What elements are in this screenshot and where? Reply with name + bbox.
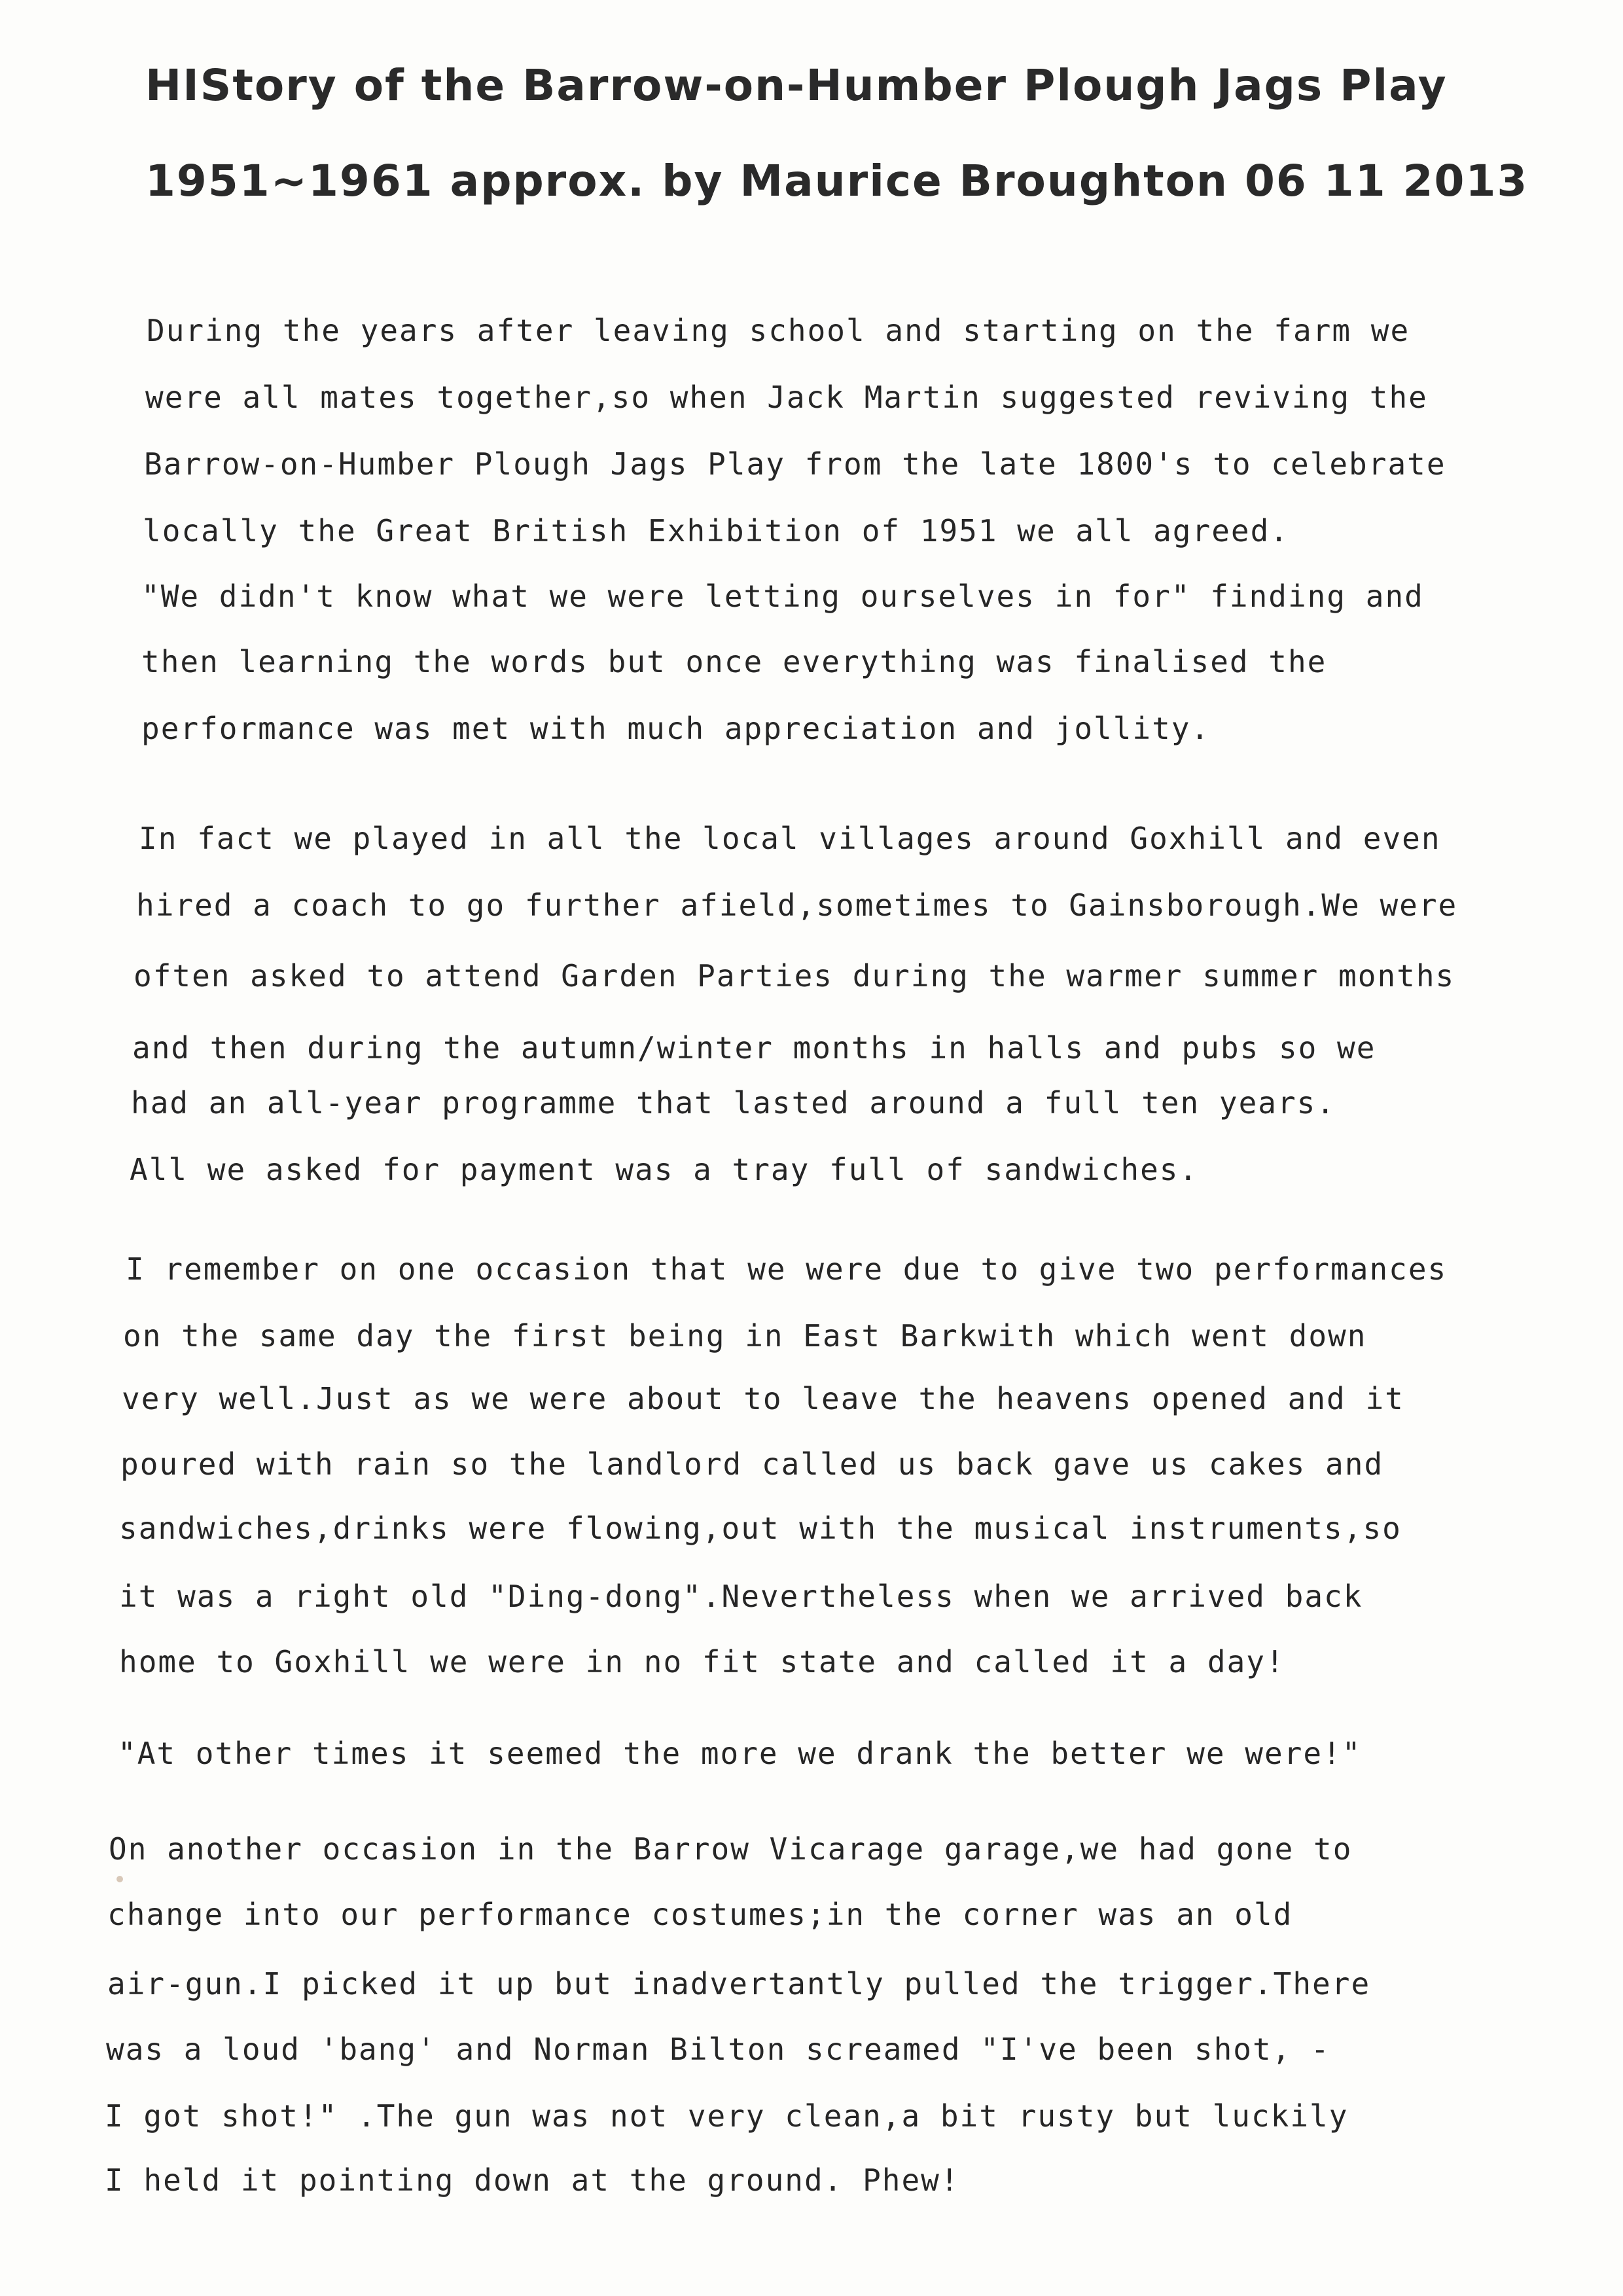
paragraph-2-line: often asked to attend Garden Parties during the warmer summer months — [134, 958, 1455, 994]
paragraph-3-line: very well.Just as we were about to leave the heavens opened and it — [122, 1381, 1404, 1416]
paragraph-1-line: locally the Great British Exhibition of 1951 we all agreed. — [143, 513, 1289, 548]
paragraph-3-line: sandwiches,drinks were flowing,out with the musical instruments,so — [119, 1511, 1402, 1546]
paragraph-1-line: performance was met with much appreciation and jollity. — [141, 711, 1211, 746]
paragraph-1-line: then learning the words but once everything was finalised the — [141, 644, 1327, 679]
document-title-line-1: HIStory of the Barrow-on-Humber Plough Jags Play — [145, 60, 1448, 111]
paragraph-5-line: On another occasion in the Barrow Vicarage garage,we had gone to — [109, 1831, 1353, 1867]
paragraph-5-line: air-gun.I picked it up but inadvertantly pulled the trigger.There — [107, 1966, 1371, 2001]
paragraph-5-line: was a loud 'bang' and Norman Bilton screamed "I've been shot, - — [106, 2032, 1330, 2067]
paragraph-2-line: hired a coach to go further afield,sometimes to Gainsborough.We were — [136, 888, 1458, 923]
paragraph-4-line: "At other times it seemed the more we drank the better we were!" — [118, 1736, 1362, 1771]
paragraph-1-line: Barrow-on-Humber Plough Jags Play from the late 1800's to celebrate — [144, 446, 1446, 482]
paper-speck — [116, 1876, 123, 1882]
paragraph-3-line: on the same day the first being in East Barkwith which went down — [123, 1318, 1367, 1354]
paragraph-3-line: it was a right old "Ding-dong".Nevertheless when we arrived back — [119, 1579, 1363, 1614]
paragraph-5-line: change into our performance costumes;in the corner was an old — [107, 1897, 1293, 1932]
paragraph-2-line: In fact we played in all the local villages around Goxhill and even — [139, 821, 1441, 856]
paragraph-1-line: were all mates together,so when Jack Martin suggested reviving the — [145, 380, 1428, 415]
paragraph-5-line: I got shot!" .The gun was not very clean,a bit rusty but luckily — [105, 2098, 1349, 2134]
paragraph-3-line: home to Goxhill we were in no fit state and called it a day! — [119, 1644, 1285, 1679]
paragraph-3-line: poured with rain so the landlord called us back gave us cakes and — [120, 1446, 1384, 1482]
paragraph-3-line: I remember on one occasion that we were due to give two performances — [126, 1251, 1448, 1287]
paragraph-1-line: "We didn't know what we were letting ourselves in for" finding and — [141, 579, 1424, 614]
paragraph-2-line: All we asked for payment was a tray full of sandwiches. — [130, 1152, 1199, 1187]
paragraph-2-line: had an all-year programme that lasted around a full ten years. — [131, 1085, 1336, 1121]
paragraph-2-line: and then during the autumn/winter months in halls and pubs so we — [132, 1030, 1376, 1066]
document-title-line-2: 1951~1961 approx. by Maurice Broughton 06 11 2013 — [145, 156, 1529, 206]
paragraph-1-line: During the years after leaving school and starting on the farm we — [147, 313, 1410, 348]
paragraph-5-line: I held it pointing down at the ground. Phew! — [105, 2162, 960, 2198]
